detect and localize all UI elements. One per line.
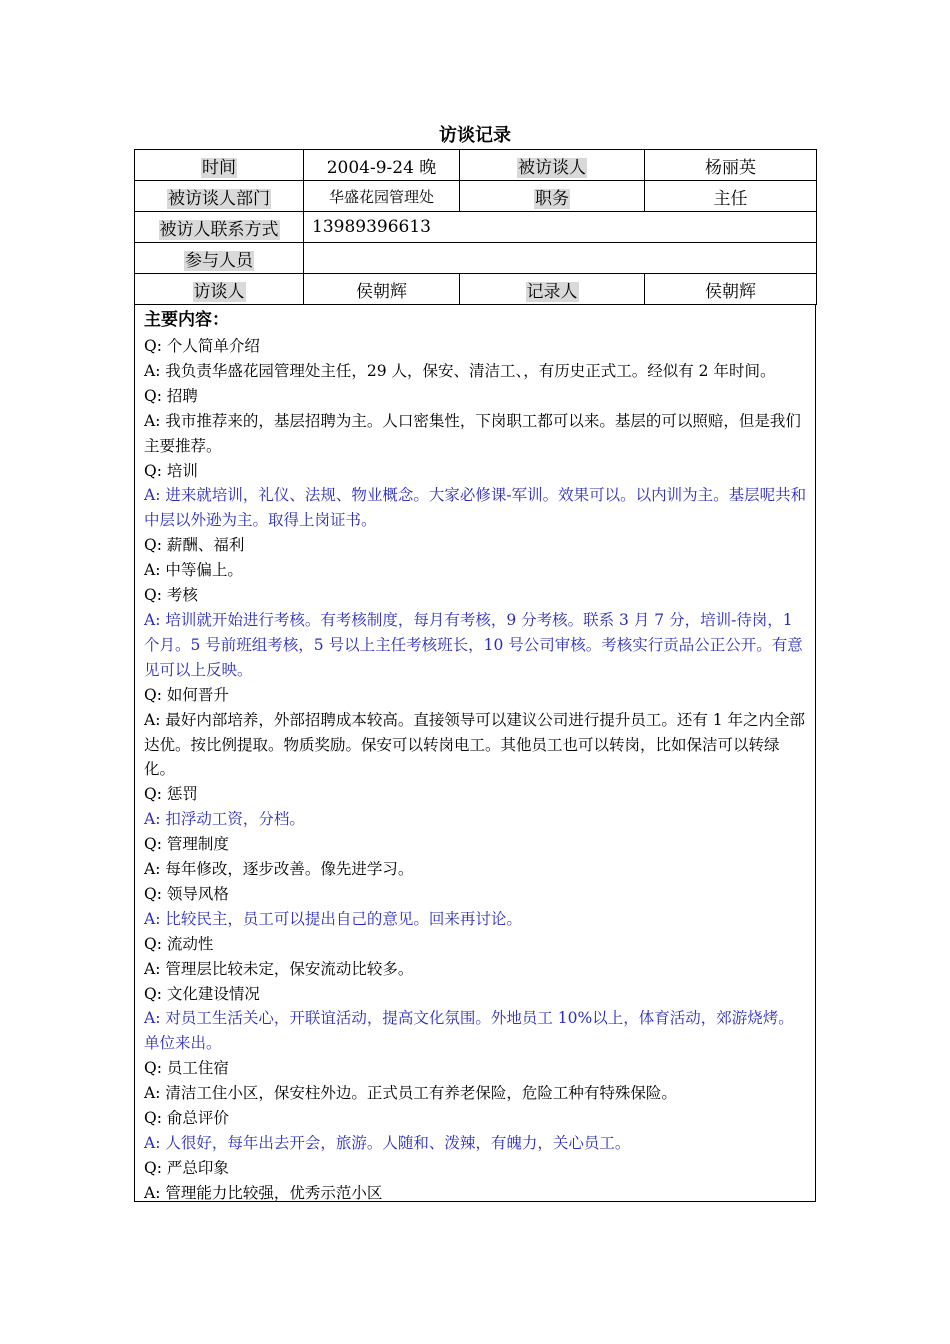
- answer-line: A: 培训就开始进行考核。有考核制度，每月有考核，9 分考核。联系 3 月 7 分，培训-待岗，1 个月。5 号前班组考核，5 号以上主任考核班长，10 号公司审核。考核实行贡品公正公开。有意见可以上反映。: [144, 610, 803, 679]
- recorder-label: 记录人: [526, 281, 578, 302]
- answer-line: A: 最好内部培养，外部招聘成本较高。直接领导可以建议公司进行提升员工。还有 1 年之内全部达优。按比例提取。物质奖励。保安可以转岗电工。其他员工也可以转岗，比如保洁可以转绿化。: [144, 710, 806, 779]
- participants-label-cell: [135, 243, 304, 274]
- info-row-time: [135, 150, 817, 181]
- answer-line: A: 清洁工住小区，保安柱外边。正式员工有养老保险，危险工种有特殊保险。: [144, 1084, 677, 1103]
- question-line: Q: 招聘: [144, 386, 198, 405]
- interviewer-value: 侯朝辉: [304, 274, 460, 305]
- content-heading: 主要内容：: [144, 310, 229, 330]
- contact-label-cell: [135, 212, 304, 243]
- answer-line: A: 进来就培训，礼仪、法规、物业概念。大家必修课-军训。效果可以。以内训为主。基层呢共和中层以外逊为主。取得上岗证书。: [144, 486, 807, 530]
- answer-line: A: 我负责华盛花园管理处主任，29 人，保安、清洁工、，有历史正式工。经似有 2 年时间。: [144, 361, 776, 380]
- question-line: Q: 领导风格: [144, 884, 229, 903]
- interview-info-table: [134, 149, 817, 305]
- info-row-interviewer: [135, 274, 817, 305]
- answer-line: A: 我市推荐来的，基层招聘为主。人口密集性，下岗职工都可以来。基层的可以照赔，但是我们主要推荐。: [144, 411, 801, 455]
- interviewee-label-cell: [460, 150, 645, 181]
- participants-label: 参与人员: [185, 250, 253, 271]
- dept-label: 被访谈人部门: [168, 188, 270, 209]
- answer-line: A: 人很好，每年出去开会，旅游。人随和、泼辣，有魄力，关心员工。: [144, 1134, 631, 1152]
- participants-value: [304, 243, 817, 274]
- question-line: Q: 员工住宿: [144, 1059, 229, 1078]
- info-row-dept: [135, 181, 817, 212]
- question-line: Q: 惩罚: [144, 785, 198, 804]
- answer-line: A: 对员工生活关心，开联谊活动，提高文化氛围。外地员工 10%以上，体育活动，郊游烧烤。单位来出。: [144, 1009, 794, 1053]
- recorder-label-cell: [460, 274, 645, 305]
- dept-value: 华盛花园管理处: [304, 181, 460, 212]
- interviewer-label-cell: [135, 274, 304, 305]
- answer-line: A: 管理层比较未定，保安流动比较多。: [144, 959, 414, 978]
- time-label-cell: [135, 150, 304, 181]
- info-row-contact: [135, 212, 817, 243]
- question-line: Q: 俞总评价: [144, 1109, 229, 1128]
- contact-label: 被访人联系方式: [159, 219, 279, 240]
- qa-list: [144, 334, 807, 1202]
- answer-line: A: 每年修改，逐步改善。像先进学习。: [144, 860, 414, 879]
- answer-line: A: 中等偏上。: [144, 561, 243, 580]
- answer-line: A: 扣浮动工资，分档。: [144, 810, 305, 829]
- question-line: Q: 文化建设情况: [144, 984, 260, 1003]
- main-content-box: [134, 304, 816, 1202]
- answer-line: A: 比较民主，员工可以提出自己的意见。回来再讨论。: [144, 909, 522, 928]
- answer-line: A: 管理能力比较强，优秀示范小区: [144, 1183, 383, 1202]
- document-title: 访谈记录: [439, 125, 511, 146]
- interviewee-label: 被访谈人: [518, 157, 586, 178]
- dept-label-cell: [135, 181, 304, 212]
- interviewer-label: 访谈人: [193, 281, 245, 302]
- question-line: Q: 培训: [144, 461, 198, 480]
- question-line: Q: 考核: [144, 586, 198, 605]
- question-line: Q: 管理制度: [144, 835, 229, 854]
- question-line: Q: 个人简单介绍: [144, 337, 260, 355]
- time-value: 2004-9-24 晚: [304, 150, 460, 181]
- question-line: Q: 流动性: [144, 934, 214, 953]
- question-line: Q: 严总印象: [144, 1158, 229, 1177]
- recorder-value: 侯朝辉: [645, 274, 817, 305]
- contact-value: 13989396613: [304, 212, 817, 243]
- position-label: 职务: [535, 188, 569, 209]
- position-value: 主任: [645, 181, 817, 212]
- time-label: 时间: [202, 157, 236, 178]
- question-line: Q: 薪酬、福利: [144, 536, 245, 555]
- position-label-cell: [460, 181, 645, 212]
- info-row-participants: [135, 243, 817, 274]
- question-line: Q: 如何晋升: [144, 685, 229, 704]
- interviewee-value: 杨丽英: [645, 150, 817, 181]
